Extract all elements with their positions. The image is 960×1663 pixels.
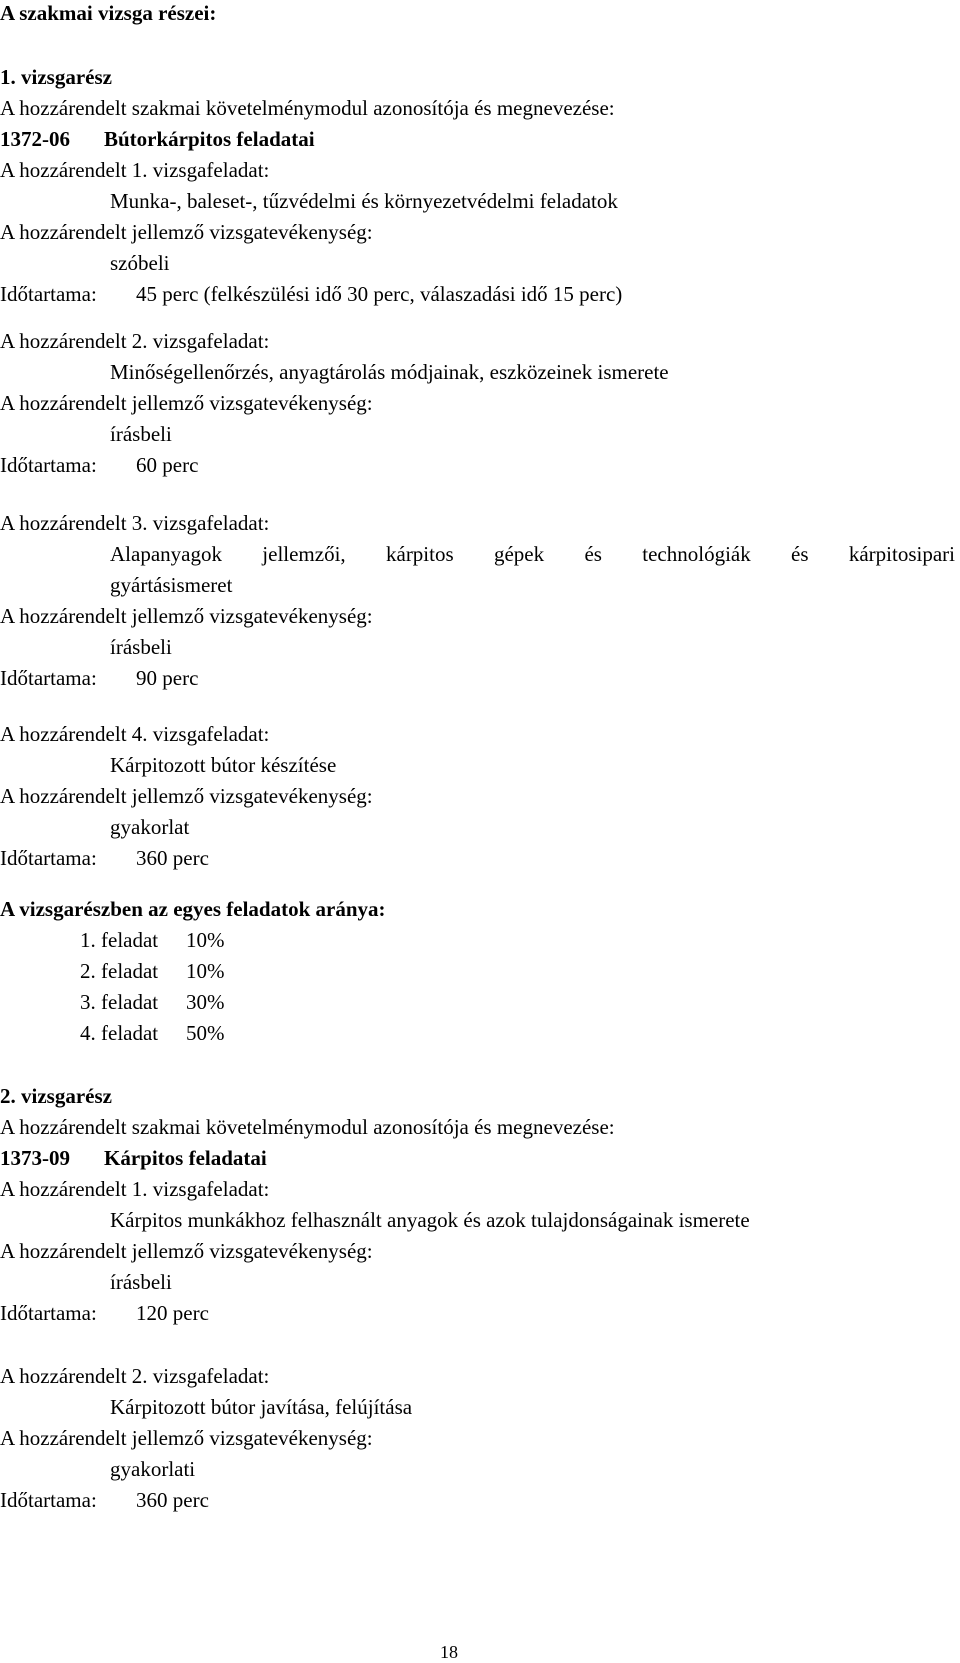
part2-module-code: 1373-09 bbox=[0, 1146, 70, 1170]
part1-module-code: 1372-06 bbox=[0, 127, 70, 151]
part1-module-intro: A hozzárendelt szakmai követelménymodul azonosítója és megnevezése: bbox=[0, 96, 615, 120]
page-number: 18 bbox=[440, 1642, 458, 1662]
section-heading: A szakmai vizsga részei: bbox=[0, 1, 217, 25]
ratio-task: 2. feladat bbox=[80, 959, 159, 983]
duration-value: 90 perc bbox=[136, 666, 199, 690]
p1-task4-activity-label: A hozzárendelt jellemző vizsgatevékenység: bbox=[0, 784, 373, 808]
duration-value: 360 perc bbox=[136, 1488, 209, 1512]
part2-title: 2. vizsgarész bbox=[0, 1084, 112, 1108]
p1-task3-name-line2: gyártásismeret bbox=[110, 573, 233, 597]
duration-label: Időtartama: bbox=[0, 846, 97, 870]
duration-label: Időtartama: bbox=[0, 666, 97, 690]
part2-module-intro: A hozzárendelt szakmai követelménymodul azonosítója és megnevezése: bbox=[0, 1115, 615, 1139]
p2-task1-activity-label: A hozzárendelt jellemző vizsgatevékenység: bbox=[0, 1239, 373, 1263]
ratio-value: 10% bbox=[186, 959, 225, 983]
p1-task3-name-line1: Alapanyagok jellemzői, kárpitos gépek és technológiák és kárpitosipari bbox=[110, 542, 955, 566]
p1-task4-name: Kárpitozott bútor készítése bbox=[110, 753, 337, 777]
ratio-value: 10% bbox=[186, 928, 225, 952]
p2-task1-name: Kárpitos munkákhoz felhasznált anyagok és azok tulajdonságainak ismerete bbox=[110, 1208, 750, 1232]
ratio-row bbox=[80, 930, 225, 951]
part2-module bbox=[0, 1148, 267, 1169]
ratio-task: 4. feladat bbox=[80, 1021, 159, 1045]
p2-task2-name: Kárpitozott bútor javítása, felújítása bbox=[110, 1395, 413, 1419]
p1-task1-duration bbox=[0, 284, 622, 305]
ratio-value: 30% bbox=[186, 990, 225, 1014]
duration-label: Időtartama: bbox=[0, 1488, 97, 1512]
duration-value: 120 perc bbox=[136, 1301, 209, 1325]
p2-task2-activity: gyakorlati bbox=[110, 1457, 196, 1481]
p1-task2-activity-label: A hozzárendelt jellemző vizsgatevékenység: bbox=[0, 391, 373, 415]
duration-value: 45 perc (felkészülési idő 30 perc, válaszadási idő 15 perc) bbox=[136, 282, 623, 306]
p1-task2-duration bbox=[0, 455, 198, 476]
duration-value: 60 perc bbox=[136, 453, 199, 477]
ratio-task: 1. feladat bbox=[80, 928, 159, 952]
ratio-value: 50% bbox=[186, 1021, 225, 1045]
part1-title: 1. vizsgarész bbox=[0, 65, 112, 89]
p1-task1-activity-label: A hozzárendelt jellemző vizsgatevékenység: bbox=[0, 220, 373, 244]
p2-task1-activity: írásbeli bbox=[110, 1270, 172, 1294]
p2-task2-label: A hozzárendelt 2. vizsgafeladat: bbox=[0, 1364, 270, 1388]
p1-task1-label: A hozzárendelt 1. vizsgafeladat: bbox=[0, 158, 270, 182]
p1-task4-duration bbox=[0, 848, 209, 869]
p1-task3-duration bbox=[0, 668, 198, 689]
p1-task1-activity: szóbeli bbox=[110, 251, 170, 275]
ratio-row bbox=[80, 961, 225, 982]
ratio-title: A vizsgarészben az egyes feladatok aránya: bbox=[0, 897, 386, 921]
p2-task1-duration bbox=[0, 1303, 209, 1324]
p2-task1-label: A hozzárendelt 1. vizsgafeladat: bbox=[0, 1177, 270, 1201]
p1-task4-activity: gyakorlat bbox=[110, 815, 190, 839]
ratio-row bbox=[80, 1023, 225, 1044]
p1-task3-activity: írásbeli bbox=[110, 635, 172, 659]
part1-module-name: Bútorkárpitos feladatai bbox=[104, 127, 315, 151]
p1-task1-name: Munka-, baleset-, tűzvédelmi és környezetvédelmi feladatok bbox=[110, 189, 618, 213]
p1-task2-name: Minőségellenőrzés, anyagtárolás módjainak, eszközeinek ismerete bbox=[110, 360, 669, 384]
duration-label: Időtartama: bbox=[0, 282, 97, 306]
duration-value: 360 perc bbox=[136, 846, 209, 870]
ratio-row bbox=[80, 992, 225, 1013]
p1-task2-activity: írásbeli bbox=[110, 422, 172, 446]
p1-task3-label: A hozzárendelt 3. vizsgafeladat: bbox=[0, 511, 270, 535]
p1-task4-label: A hozzárendelt 4. vizsgafeladat: bbox=[0, 722, 270, 746]
part1-module bbox=[0, 129, 315, 150]
ratio-task: 3. feladat bbox=[80, 990, 159, 1014]
p1-task3-activity-label: A hozzárendelt jellemző vizsgatevékenység: bbox=[0, 604, 373, 628]
p2-task2-activity-label: A hozzárendelt jellemző vizsgatevékenység: bbox=[0, 1426, 373, 1450]
p2-task2-duration bbox=[0, 1490, 209, 1511]
duration-label: Időtartama: bbox=[0, 453, 97, 477]
p1-task2-label: A hozzárendelt 2. vizsgafeladat: bbox=[0, 329, 270, 353]
part2-module-name: Kárpitos feladatai bbox=[104, 1146, 267, 1170]
duration-label: Időtartama: bbox=[0, 1301, 97, 1325]
